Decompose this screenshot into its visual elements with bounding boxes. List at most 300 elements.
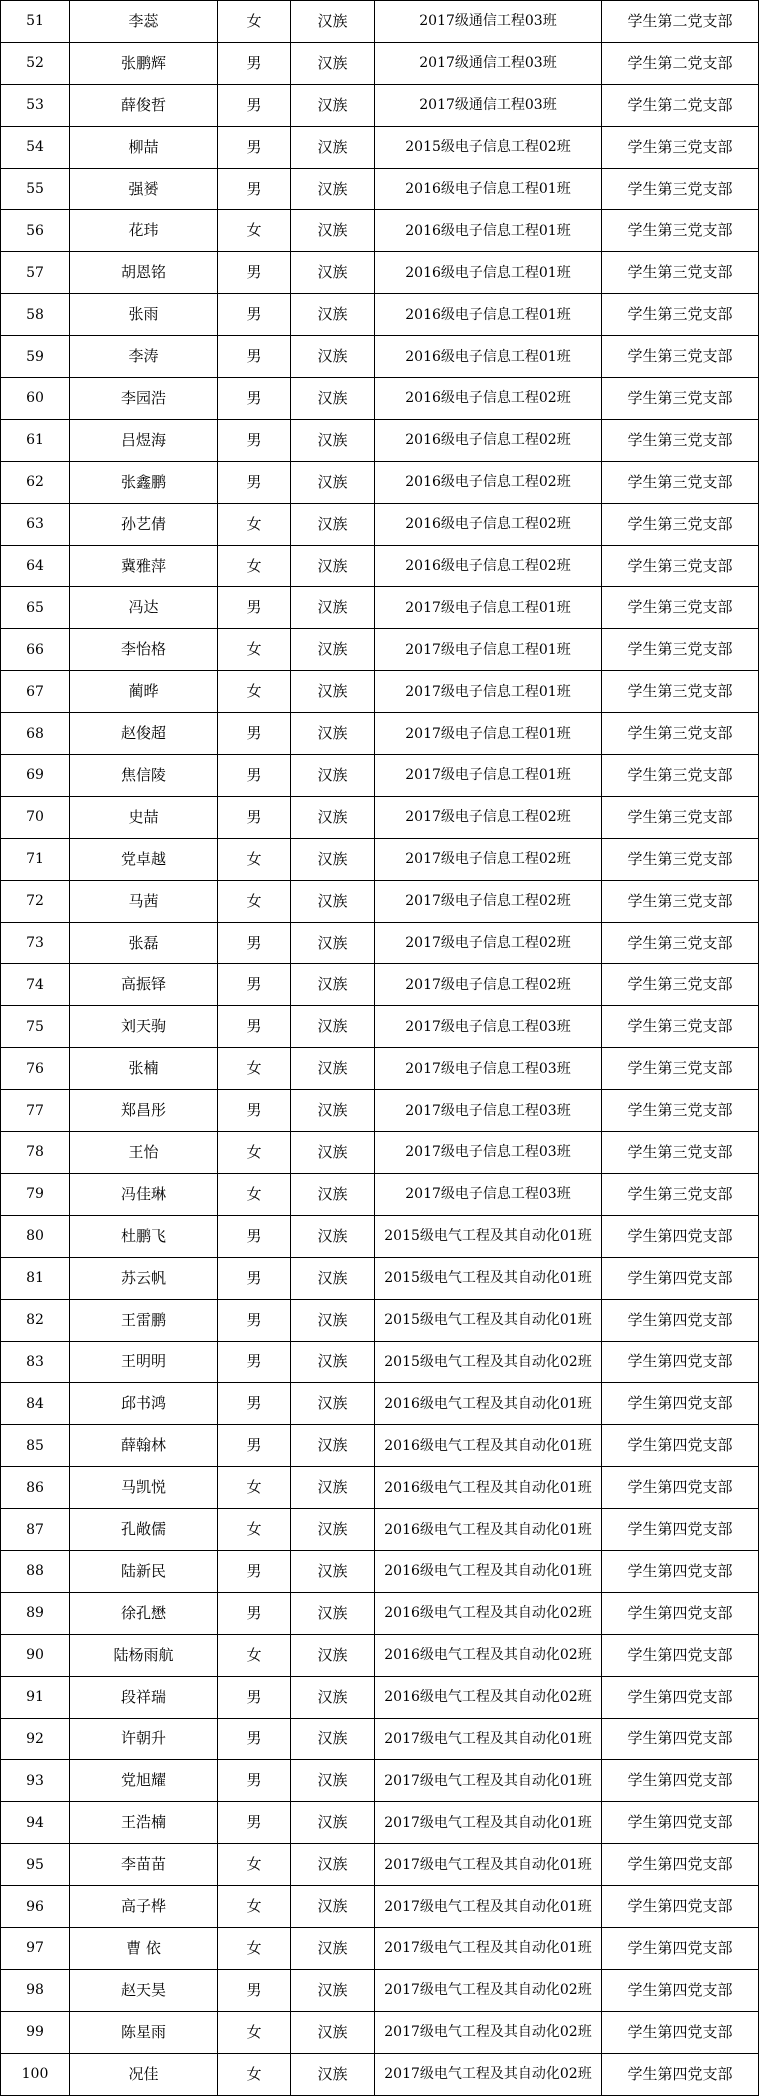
class-name-cell: 2017级电子信息工程01班 [375, 587, 602, 629]
row-number-cell: 79 [1, 1173, 70, 1215]
row-number-cell: 93 [1, 1760, 70, 1802]
gender-cell: 男 [218, 587, 291, 629]
table-row [1, 2053, 759, 2095]
row-number-cell: 62 [1, 461, 70, 503]
class-name-cell: 2016级电子信息工程01班 [375, 336, 602, 378]
row-number-cell: 83 [1, 1341, 70, 1383]
row-number-cell: 58 [1, 294, 70, 336]
gender-cell: 女 [218, 503, 291, 545]
class-name-cell: 2017级电子信息工程01班 [375, 755, 602, 797]
class-name-cell: 2017级电子信息工程01班 [375, 713, 602, 755]
party-branch-cell: 学生第四党支部 [602, 2053, 759, 2095]
row-number-cell: 59 [1, 336, 70, 378]
ethnicity-cell: 汉族 [291, 1718, 375, 1760]
ethnicity-cell: 汉族 [291, 210, 375, 252]
row-number-cell: 72 [1, 880, 70, 922]
ethnicity-cell: 汉族 [291, 1257, 375, 1299]
ethnicity-cell: 汉族 [291, 419, 375, 461]
class-name-cell: 2016级电气工程及其自动化01班 [375, 1425, 602, 1467]
gender-cell: 男 [218, 42, 291, 84]
table-row [1, 1383, 759, 1425]
row-number-cell: 61 [1, 419, 70, 461]
row-number-cell: 97 [1, 1927, 70, 1969]
table-row [1, 545, 759, 587]
row-number-cell: 86 [1, 1467, 70, 1509]
table-row [1, 1550, 759, 1592]
student-name-cell: 马茜 [70, 880, 218, 922]
gender-cell: 男 [218, 419, 291, 461]
party-branch-cell: 学生第四党支部 [602, 1634, 759, 1676]
party-branch-cell: 学生第四党支部 [602, 1341, 759, 1383]
class-name-cell: 2017级电气工程及其自动化01班 [375, 1886, 602, 1928]
student-name-cell: 段祥瑞 [70, 1676, 218, 1718]
student-name-cell: 李怡格 [70, 629, 218, 671]
party-branch-cell: 学生第二党支部 [602, 1, 759, 43]
table-row [1, 1886, 759, 1928]
class-name-cell: 2017级电子信息工程02班 [375, 796, 602, 838]
ethnicity-cell: 汉族 [291, 671, 375, 713]
ethnicity-cell: 汉族 [291, 880, 375, 922]
gender-cell: 女 [218, 629, 291, 671]
student-name-cell: 史喆 [70, 796, 218, 838]
table-row [1, 587, 759, 629]
class-name-cell: 2017级通信工程03班 [375, 1, 602, 43]
student-name-cell: 徐孔懋 [70, 1592, 218, 1634]
student-name-cell: 张鑫鹏 [70, 461, 218, 503]
row-number-cell: 51 [1, 1, 70, 43]
ethnicity-cell: 汉族 [291, 168, 375, 210]
class-name-cell: 2016级电气工程及其自动化02班 [375, 1634, 602, 1676]
party-branch-cell: 学生第三党支部 [602, 210, 759, 252]
row-number-cell: 89 [1, 1592, 70, 1634]
ethnicity-cell: 汉族 [291, 294, 375, 336]
row-number-cell: 54 [1, 126, 70, 168]
table-row [1, 880, 759, 922]
row-number-cell: 82 [1, 1299, 70, 1341]
ethnicity-cell: 汉族 [291, 922, 375, 964]
row-number-cell: 53 [1, 84, 70, 126]
table-row [1, 796, 759, 838]
party-branch-cell: 学生第三党支部 [602, 1173, 759, 1215]
student-name-cell: 刘天驹 [70, 1006, 218, 1048]
class-name-cell: 2017级电气工程及其自动化01班 [375, 1802, 602, 1844]
table-row [1, 1927, 759, 1969]
ethnicity-cell: 汉族 [291, 587, 375, 629]
table-row [1, 42, 759, 84]
student-name-cell: 吕煜海 [70, 419, 218, 461]
ethnicity-cell: 汉族 [291, 755, 375, 797]
party-branch-cell: 学生第三党支部 [602, 964, 759, 1006]
ethnicity-cell: 汉族 [291, 796, 375, 838]
table-row [1, 461, 759, 503]
party-branch-cell: 学生第三党支部 [602, 294, 759, 336]
party-branch-cell: 学生第三党支部 [602, 880, 759, 922]
party-branch-cell: 学生第四党支部 [602, 1299, 759, 1341]
row-number-cell: 95 [1, 1844, 70, 1886]
party-branch-cell: 学生第四党支部 [602, 1676, 759, 1718]
student-name-cell: 邱书鸿 [70, 1383, 218, 1425]
ethnicity-cell: 汉族 [291, 1, 375, 43]
student-name-cell: 党旭耀 [70, 1760, 218, 1802]
table-row [1, 1090, 759, 1132]
student-name-cell: 张鹏辉 [70, 42, 218, 84]
row-number-cell: 75 [1, 1006, 70, 1048]
party-branch-cell: 学生第三党支部 [602, 671, 759, 713]
table-row [1, 1425, 759, 1467]
gender-cell: 女 [218, 1927, 291, 1969]
row-number-cell: 99 [1, 2011, 70, 2053]
student-name-cell: 李涛 [70, 336, 218, 378]
student-name-cell: 孔敞儒 [70, 1509, 218, 1551]
party-branch-cell: 学生第四党支部 [602, 1844, 759, 1886]
ethnicity-cell: 汉族 [291, 42, 375, 84]
party-branch-cell: 学生第四党支部 [602, 2011, 759, 2053]
gender-cell: 男 [218, 336, 291, 378]
class-name-cell: 2016级电子信息工程01班 [375, 210, 602, 252]
class-name-cell: 2015级电气工程及其自动化02班 [375, 1341, 602, 1383]
party-branch-cell: 学生第四党支部 [602, 1509, 759, 1551]
row-number-cell: 77 [1, 1090, 70, 1132]
row-number-cell: 87 [1, 1509, 70, 1551]
student-name-cell: 蔺晔 [70, 671, 218, 713]
party-branch-cell: 学生第三党支部 [602, 126, 759, 168]
row-number-cell: 60 [1, 378, 70, 420]
party-branch-cell: 学生第四党支部 [602, 1802, 759, 1844]
party-branch-cell: 学生第四党支部 [602, 1467, 759, 1509]
table-row [1, 168, 759, 210]
row-number-cell: 63 [1, 503, 70, 545]
ethnicity-cell: 汉族 [291, 1676, 375, 1718]
student-name-cell: 张磊 [70, 922, 218, 964]
student-name-cell: 胡恩铭 [70, 252, 218, 294]
ethnicity-cell: 汉族 [291, 1509, 375, 1551]
party-branch-cell: 学生第三党支部 [602, 1090, 759, 1132]
gender-cell: 男 [218, 1592, 291, 1634]
row-number-cell: 98 [1, 1969, 70, 2011]
class-name-cell: 2015级电气工程及其自动化01班 [375, 1299, 602, 1341]
table-row [1, 2011, 759, 2053]
gender-cell: 女 [218, 671, 291, 713]
row-number-cell: 68 [1, 713, 70, 755]
table-row [1, 252, 759, 294]
student-name-cell: 赵俊超 [70, 713, 218, 755]
student-name-cell: 焦信陵 [70, 755, 218, 797]
student-name-cell: 陈星雨 [70, 2011, 218, 2053]
party-branch-cell: 学生第三党支部 [602, 1006, 759, 1048]
party-branch-cell: 学生第三党支部 [602, 1132, 759, 1174]
gender-cell: 男 [218, 461, 291, 503]
gender-cell: 男 [218, 126, 291, 168]
gender-cell: 男 [218, 1257, 291, 1299]
student-name-cell: 苏云帆 [70, 1257, 218, 1299]
class-name-cell: 2016级电子信息工程02班 [375, 545, 602, 587]
table-row [1, 1634, 759, 1676]
ethnicity-cell: 汉族 [291, 629, 375, 671]
ethnicity-cell: 汉族 [291, 378, 375, 420]
gender-cell: 女 [218, 1844, 291, 1886]
student-name-cell: 许朝升 [70, 1718, 218, 1760]
class-name-cell: 2017级电气工程及其自动化02班 [375, 2053, 602, 2095]
table-row [1, 1299, 759, 1341]
gender-cell: 女 [218, 1886, 291, 1928]
party-branch-cell: 学生第四党支部 [602, 1383, 759, 1425]
class-name-cell: 2015级电气工程及其自动化01班 [375, 1215, 602, 1257]
party-branch-cell: 学生第四党支部 [602, 1425, 759, 1467]
row-number-cell: 66 [1, 629, 70, 671]
ethnicity-cell: 汉族 [291, 1969, 375, 2011]
class-name-cell: 2017级电子信息工程02班 [375, 838, 602, 880]
class-name-cell: 2017级电子信息工程03班 [375, 1173, 602, 1215]
member-table-body [1, 1, 759, 2096]
class-name-cell: 2017级电气工程及其自动化02班 [375, 1969, 602, 2011]
ethnicity-cell: 汉族 [291, 1425, 375, 1467]
gender-cell: 男 [218, 1676, 291, 1718]
party-branch-cell: 学生第三党支部 [602, 713, 759, 755]
row-number-cell: 55 [1, 168, 70, 210]
ethnicity-cell: 汉族 [291, 1886, 375, 1928]
student-name-cell: 冀雅萍 [70, 545, 218, 587]
gender-cell: 女 [218, 2053, 291, 2095]
gender-cell: 女 [218, 1467, 291, 1509]
row-number-cell: 90 [1, 1634, 70, 1676]
student-name-cell: 王明明 [70, 1341, 218, 1383]
row-number-cell: 96 [1, 1886, 70, 1928]
table-row [1, 503, 759, 545]
class-name-cell: 2017级电子信息工程03班 [375, 1048, 602, 1090]
student-name-cell: 薛翰林 [70, 1425, 218, 1467]
class-name-cell: 2016级电子信息工程02班 [375, 461, 602, 503]
table-row [1, 336, 759, 378]
class-name-cell: 2016级电气工程及其自动化02班 [375, 1676, 602, 1718]
party-branch-cell: 学生第二党支部 [602, 42, 759, 84]
row-number-cell: 57 [1, 252, 70, 294]
student-name-cell: 杜鹏飞 [70, 1215, 218, 1257]
student-name-cell: 况佳 [70, 2053, 218, 2095]
ethnicity-cell: 汉族 [291, 1760, 375, 1802]
party-branch-cell: 学生第三党支部 [602, 503, 759, 545]
ethnicity-cell: 汉族 [291, 1550, 375, 1592]
ethnicity-cell: 汉族 [291, 2053, 375, 2095]
gender-cell: 女 [218, 1509, 291, 1551]
student-name-cell: 王浩楠 [70, 1802, 218, 1844]
gender-cell: 男 [218, 1718, 291, 1760]
class-name-cell: 2017级电子信息工程02班 [375, 922, 602, 964]
ethnicity-cell: 汉族 [291, 2011, 375, 2053]
ethnicity-cell: 汉族 [291, 1927, 375, 1969]
class-name-cell: 2016级电气工程及其自动化01班 [375, 1550, 602, 1592]
class-name-cell: 2016级电子信息工程02班 [375, 503, 602, 545]
class-name-cell: 2017级电子信息工程03班 [375, 1090, 602, 1132]
gender-cell: 男 [218, 1299, 291, 1341]
class-name-cell: 2017级电子信息工程01班 [375, 671, 602, 713]
row-number-cell: 73 [1, 922, 70, 964]
ethnicity-cell: 汉族 [291, 336, 375, 378]
class-name-cell: 2016级电子信息工程01班 [375, 168, 602, 210]
party-branch-cell: 学生第四党支部 [602, 1592, 759, 1634]
table-row [1, 629, 759, 671]
ethnicity-cell: 汉族 [291, 1383, 375, 1425]
student-name-cell: 李园浩 [70, 378, 218, 420]
ethnicity-cell: 汉族 [291, 1215, 375, 1257]
party-branch-cell: 学生第三党支部 [602, 378, 759, 420]
ethnicity-cell: 汉族 [291, 1132, 375, 1174]
row-number-cell: 92 [1, 1718, 70, 1760]
student-name-cell: 张楠 [70, 1048, 218, 1090]
party-branch-cell: 学生第四党支部 [602, 1550, 759, 1592]
class-name-cell: 2016级电子信息工程01班 [375, 294, 602, 336]
ethnicity-cell: 汉族 [291, 713, 375, 755]
row-number-cell: 69 [1, 755, 70, 797]
gender-cell: 男 [218, 168, 291, 210]
ethnicity-cell: 汉族 [291, 1173, 375, 1215]
gender-cell: 女 [218, 1048, 291, 1090]
table-row [1, 713, 759, 755]
party-branch-cell: 学生第四党支部 [602, 1718, 759, 1760]
student-name-cell: 张雨 [70, 294, 218, 336]
ethnicity-cell: 汉族 [291, 838, 375, 880]
row-number-cell: 85 [1, 1425, 70, 1467]
table-row [1, 922, 759, 964]
table-row [1, 126, 759, 168]
gender-cell: 男 [218, 1215, 291, 1257]
table-row [1, 1215, 759, 1257]
student-name-cell: 陆杨雨航 [70, 1634, 218, 1676]
gender-cell: 女 [218, 210, 291, 252]
ethnicity-cell: 汉族 [291, 84, 375, 126]
table-row [1, 1006, 759, 1048]
row-number-cell: 94 [1, 1802, 70, 1844]
party-branch-cell: 学生第三党支部 [602, 629, 759, 671]
gender-cell: 男 [218, 1383, 291, 1425]
gender-cell: 男 [218, 1802, 291, 1844]
student-name-cell: 李苗苗 [70, 1844, 218, 1886]
ethnicity-cell: 汉族 [291, 503, 375, 545]
class-name-cell: 2017级电子信息工程02班 [375, 880, 602, 922]
gender-cell: 女 [218, 545, 291, 587]
party-branch-cell: 学生第四党支部 [602, 1215, 759, 1257]
gender-cell: 女 [218, 880, 291, 922]
gender-cell: 女 [218, 2011, 291, 2053]
party-branch-cell: 学生第四党支部 [602, 1257, 759, 1299]
student-name-cell: 冯佳琳 [70, 1173, 218, 1215]
class-name-cell: 2017级电子信息工程02班 [375, 964, 602, 1006]
ethnicity-cell: 汉族 [291, 1299, 375, 1341]
table-row [1, 1676, 759, 1718]
gender-cell: 男 [218, 755, 291, 797]
party-branch-cell: 学生第三党支部 [602, 336, 759, 378]
party-branch-cell: 学生第三党支部 [602, 1048, 759, 1090]
student-name-cell: 赵天昊 [70, 1969, 218, 2011]
row-number-cell: 91 [1, 1676, 70, 1718]
ethnicity-cell: 汉族 [291, 1090, 375, 1132]
party-branch-cell: 学生第三党支部 [602, 461, 759, 503]
party-branch-cell: 学生第三党支部 [602, 419, 759, 461]
table-row [1, 964, 759, 1006]
party-branch-cell: 学生第三党支部 [602, 796, 759, 838]
class-name-cell: 2017级电气工程及其自动化01班 [375, 1844, 602, 1886]
row-number-cell: 65 [1, 587, 70, 629]
class-name-cell: 2017级电气工程及其自动化01班 [375, 1718, 602, 1760]
gender-cell: 男 [218, 84, 291, 126]
gender-cell: 男 [218, 378, 291, 420]
table-row [1, 1, 759, 43]
table-row [1, 1341, 759, 1383]
class-name-cell: 2016级电气工程及其自动化01班 [375, 1467, 602, 1509]
party-branch-cell: 学生第三党支部 [602, 755, 759, 797]
ethnicity-cell: 汉族 [291, 1006, 375, 1048]
table-row [1, 210, 759, 252]
table-row [1, 1760, 759, 1802]
row-number-cell: 88 [1, 1550, 70, 1592]
class-name-cell: 2016级电气工程及其自动化01班 [375, 1383, 602, 1425]
table-row [1, 1132, 759, 1174]
party-branch-cell: 学生第三党支部 [602, 587, 759, 629]
party-branch-cell: 学生第二党支部 [602, 84, 759, 126]
ethnicity-cell: 汉族 [291, 964, 375, 1006]
table-row [1, 838, 759, 880]
table-row [1, 1969, 759, 2011]
ethnicity-cell: 汉族 [291, 1341, 375, 1383]
student-name-cell: 曹 依 [70, 1927, 218, 1969]
table-row [1, 1467, 759, 1509]
row-number-cell: 74 [1, 964, 70, 1006]
table-row [1, 1802, 759, 1844]
class-name-cell: 2017级电子信息工程03班 [375, 1006, 602, 1048]
row-number-cell: 81 [1, 1257, 70, 1299]
student-name-cell: 王怡 [70, 1132, 218, 1174]
student-name-cell: 柳喆 [70, 126, 218, 168]
class-name-cell: 2016级电气工程及其自动化02班 [375, 1592, 602, 1634]
table-row [1, 1718, 759, 1760]
class-name-cell: 2016级电气工程及其自动化01班 [375, 1509, 602, 1551]
gender-cell: 女 [218, 1132, 291, 1174]
row-number-cell: 100 [1, 2053, 70, 2095]
ethnicity-cell: 汉族 [291, 1634, 375, 1676]
table-row [1, 1509, 759, 1551]
gender-cell: 男 [218, 796, 291, 838]
student-name-cell: 马凯悦 [70, 1467, 218, 1509]
ethnicity-cell: 汉族 [291, 461, 375, 503]
student-name-cell: 冯达 [70, 587, 218, 629]
gender-cell: 男 [218, 1969, 291, 2011]
row-number-cell: 71 [1, 838, 70, 880]
class-name-cell: 2017级电子信息工程01班 [375, 629, 602, 671]
student-name-cell: 王雷鹏 [70, 1299, 218, 1341]
class-name-cell: 2015级电气工程及其自动化01班 [375, 1257, 602, 1299]
gender-cell: 男 [218, 294, 291, 336]
row-number-cell: 67 [1, 671, 70, 713]
table-row [1, 294, 759, 336]
student-name-cell: 薛俊哲 [70, 84, 218, 126]
gender-cell: 女 [218, 838, 291, 880]
row-number-cell: 84 [1, 1383, 70, 1425]
gender-cell: 男 [218, 713, 291, 755]
gender-cell: 男 [218, 922, 291, 964]
class-name-cell: 2017级电子信息工程03班 [375, 1132, 602, 1174]
party-branch-cell: 学生第三党支部 [602, 545, 759, 587]
row-number-cell: 70 [1, 796, 70, 838]
party-branch-cell: 学生第四党支部 [602, 1927, 759, 1969]
student-name-cell: 花玮 [70, 210, 218, 252]
gender-cell: 男 [218, 1006, 291, 1048]
table-row [1, 671, 759, 713]
class-name-cell: 2016级电子信息工程01班 [375, 252, 602, 294]
student-name-cell: 陆新民 [70, 1550, 218, 1592]
ethnicity-cell: 汉族 [291, 1802, 375, 1844]
gender-cell: 男 [218, 1760, 291, 1802]
gender-cell: 男 [218, 1550, 291, 1592]
ethnicity-cell: 汉族 [291, 1592, 375, 1634]
